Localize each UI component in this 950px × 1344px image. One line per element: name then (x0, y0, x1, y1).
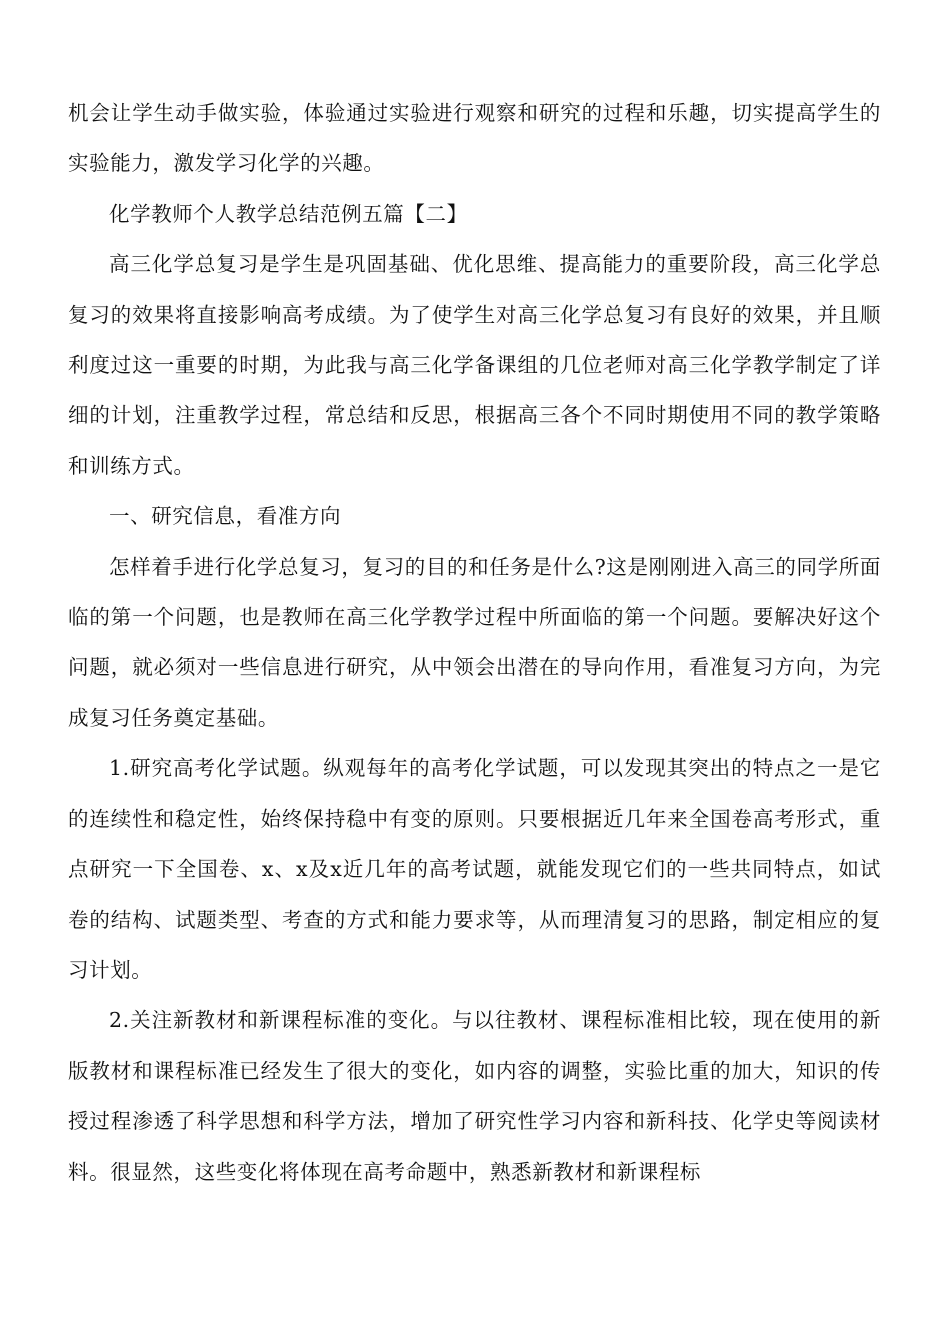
paragraph-item-1: 1.研究高考化学试题。纵观每年的高考化学试题，可以发现其突出的特点之一是它的连续性和稳定性，始终保持稳中有变的原则。只要根据近几年来全国卷高考形式，重点研究一下全国卷、x、x及x近几年的高考试题，就能发现它们的一些共同特点，如试卷的结构、试题类型、考查的方式和能力要求等，从而理清复习的思路，制定相应的复习计划。 (68, 756, 881, 982)
document-body (68, 88, 881, 1197)
section-heading: 化学教师个人教学总结范例五篇【二】 (109, 201, 468, 226)
paragraph-continuation: 机会让学生动手做实验，体验通过实验进行观察和研究的过程和乐趣，切实提高学生的实验能力，激发学习化学的兴趣。 (68, 101, 881, 176)
paragraph-intro: 高三化学总复习是学生是巩固基础、优化思维、提高能力的重要阶段，高三化学总复习的效果将直接影响高考成绩。为了使学生对高三化学总复习有良好的效果，并且顺利度过这一重要的时期，为此我与高三化学备课组的几位老师对高三化学教学制定了详细的计划，注重教学过程，常总结和反思，根据高三各个不同时期使用不同的教学策略和训练方式。 (68, 252, 881, 478)
paragraph-research: 怎样着手进行化学总复习，复习的目的和任务是什么?这是刚刚进入高三的同学所面临的第一个问题，也是教师在高三化学教学过程中所面临的第一个问题。要解决好这个问题，就必须对一些信息进行研究，从中领会出潜在的导向作用，看准复习方向，为完成复习任务奠定基础。 (68, 554, 881, 730)
subsection-heading: 一、研究信息，看准方向 (109, 504, 342, 529)
paragraph-item-2: 2.关注新教材和新课程标准的变化。与以往教材、课程标准相比较，现在使用的新版教材和课程标准已经发生了很大的变化，如内容的调整，实验比重的加大，知识的传授过程渗透了科学思想和科学方法，增加了研究性学习内容和新科技、化学史等阅读材料。很显然，这些变化将体现在高考命题中，熟悉新教材和新课程标 (68, 1008, 881, 1184)
